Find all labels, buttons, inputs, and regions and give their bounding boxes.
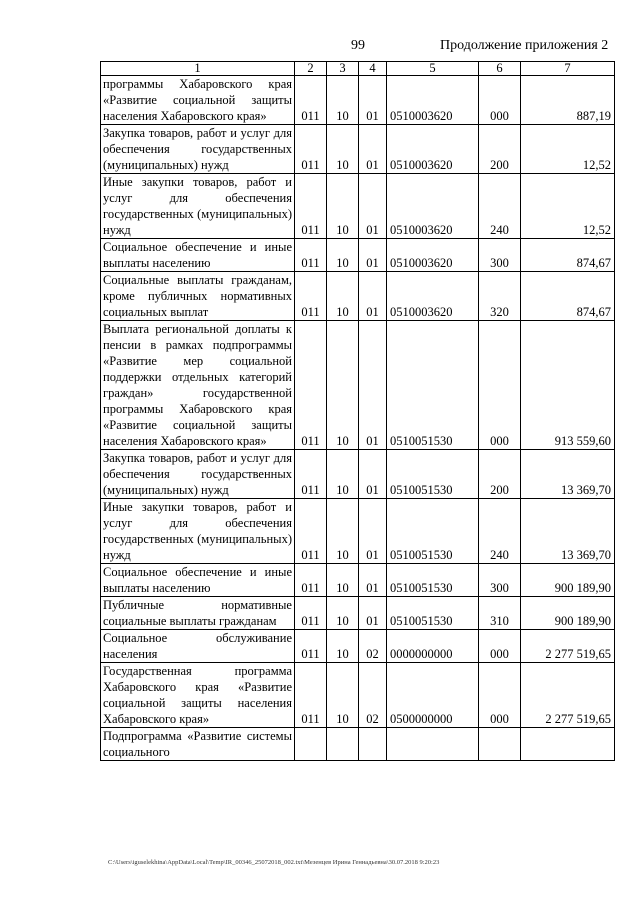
cell-amount: 874,67 (521, 239, 615, 272)
cell-subsection: 01 (359, 125, 387, 174)
appendix-continuation: Продолжение приложения 2 (440, 38, 609, 53)
table-row (101, 630, 615, 663)
cell-amount: 874,67 (521, 272, 615, 321)
cell-ministry-code (295, 728, 327, 761)
table-row (101, 564, 615, 597)
cell-target-article: 0510051530 (387, 450, 479, 499)
col-header: 6 (479, 62, 521, 76)
page-number: 99 (351, 38, 365, 53)
table-row (101, 499, 615, 564)
row-description: Иные закупки товаров, работ и услуг для обеспечения государственных (муниципальных) нужд (101, 174, 295, 239)
cell-ministry-code: 011 (295, 76, 327, 125)
cell-amount: 913 559,60 (521, 321, 615, 450)
col-header: 2 (295, 62, 327, 76)
cell-target-article: 0500000000 (387, 663, 479, 728)
cell-amount: 2 277 519,65 (521, 663, 615, 728)
cell-amount: 900 189,90 (521, 597, 615, 630)
cell-ministry-code: 011 (295, 564, 327, 597)
cell-expense-type: 300 (479, 564, 521, 597)
cell-section (327, 728, 359, 761)
col-header: 7 (521, 62, 615, 76)
row-description: Социальные выплаты гражданам, кроме публичных нормативных социальных выплат (101, 272, 295, 321)
table-row (101, 597, 615, 630)
cell-expense-type: 240 (479, 174, 521, 239)
cell-expense-type: 200 (479, 450, 521, 499)
cell-amount (521, 728, 615, 761)
cell-ministry-code: 011 (295, 499, 327, 564)
cell-section: 10 (327, 76, 359, 125)
table-row (101, 125, 615, 174)
cell-subsection: 01 (359, 597, 387, 630)
cell-target-article: 0510051530 (387, 321, 479, 450)
table-header-row (101, 62, 615, 76)
budget-table (100, 61, 615, 761)
row-description: Публичные нормативные социальные выплаты гражданам (101, 597, 295, 630)
cell-subsection: 01 (359, 239, 387, 272)
row-description: Социальное обеспечение и иные выплаты населению (101, 564, 295, 597)
cell-subsection: 01 (359, 174, 387, 239)
cell-amount: 13 369,70 (521, 450, 615, 499)
row-description: Иные закупки товаров, работ и услуг для обеспечения государственных (муниципальных) нужд (101, 499, 295, 564)
cell-section: 10 (327, 272, 359, 321)
cell-subsection: 01 (359, 499, 387, 564)
cell-section: 10 (327, 239, 359, 272)
cell-amount: 13 369,70 (521, 499, 615, 564)
row-description: Социальное обслуживание населения (101, 630, 295, 663)
col-header: 5 (387, 62, 479, 76)
cell-subsection: 01 (359, 564, 387, 597)
col-header: 1 (101, 62, 295, 76)
cell-section: 10 (327, 630, 359, 663)
cell-target-article (387, 728, 479, 761)
table-row (101, 239, 615, 272)
cell-section: 10 (327, 174, 359, 239)
cell-expense-type: 240 (479, 499, 521, 564)
row-description: Закупка товаров, работ и услуг для обеспечения государственных (муниципальных) нужд (101, 125, 295, 174)
cell-subsection: 01 (359, 272, 387, 321)
cell-section: 10 (327, 663, 359, 728)
cell-target-article: 0510003620 (387, 272, 479, 321)
cell-expense-type: 310 (479, 597, 521, 630)
cell-amount: 900 189,90 (521, 564, 615, 597)
cell-expense-type: 320 (479, 272, 521, 321)
cell-expense-type: 000 (479, 663, 521, 728)
cell-subsection (359, 728, 387, 761)
cell-ministry-code: 011 (295, 125, 327, 174)
cell-amount: 2 277 519,65 (521, 630, 615, 663)
row-description: Подпрограмма «Развитие системы социального (101, 728, 295, 761)
cell-subsection: 02 (359, 630, 387, 663)
cell-amount: 887,19 (521, 76, 615, 125)
cell-expense-type: 200 (479, 125, 521, 174)
table-row (101, 728, 615, 761)
col-header: 4 (359, 62, 387, 76)
cell-section: 10 (327, 499, 359, 564)
cell-ministry-code: 011 (295, 272, 327, 321)
row-description: Социальное обеспечение и иные выплаты населению (101, 239, 295, 272)
cell-expense-type: 000 (479, 321, 521, 450)
cell-target-article: 0510003620 (387, 125, 479, 174)
table-row (101, 76, 615, 125)
cell-ministry-code: 011 (295, 450, 327, 499)
row-description: Закупка товаров, работ и услуг для обеспечения государственных (муниципальных) нужд (101, 450, 295, 499)
cell-target-article: 0510003620 (387, 76, 479, 125)
cell-target-article: 0510051530 (387, 564, 479, 597)
row-description: Выплата региональной доплаты к пенсии в рамках подпрограммы «Развитие мер социальной поддержки отдельных категорий граждан» государственной программы Хабаровского края «Развитие социальной защиты населения Хабаровского края» (101, 321, 295, 450)
cell-section: 10 (327, 125, 359, 174)
cell-ministry-code: 011 (295, 663, 327, 728)
cell-subsection: 01 (359, 450, 387, 499)
cell-expense-type (479, 728, 521, 761)
cell-expense-type: 000 (479, 76, 521, 125)
table-row (101, 321, 615, 450)
table-row (101, 174, 615, 239)
cell-expense-type: 000 (479, 630, 521, 663)
cell-section: 10 (327, 450, 359, 499)
cell-target-article: 0510051530 (387, 597, 479, 630)
cell-ministry-code: 011 (295, 630, 327, 663)
cell-expense-type: 300 (479, 239, 521, 272)
file-path-footer: C:\Users\iguselekhina\AppData\Local\Temp\IR_00346_25072018_002.txt\Мезенцев Ирина Геннадьевна\30.07.2018 9:20:23 (108, 859, 440, 866)
cell-subsection: 01 (359, 321, 387, 450)
cell-subsection: 01 (359, 76, 387, 125)
cell-section: 10 (327, 597, 359, 630)
cell-ministry-code: 011 (295, 321, 327, 450)
cell-amount: 12,52 (521, 125, 615, 174)
cell-amount: 12,52 (521, 174, 615, 239)
cell-section: 10 (327, 321, 359, 450)
table-row (101, 450, 615, 499)
cell-target-article: 0510003620 (387, 174, 479, 239)
row-description: Государственная программа Хабаровского края «Развитие социальной защиты населения Хабаровского края» (101, 663, 295, 728)
table-row (101, 272, 615, 321)
cell-ministry-code: 011 (295, 174, 327, 239)
cell-section: 10 (327, 564, 359, 597)
col-header: 3 (327, 62, 359, 76)
cell-ministry-code: 011 (295, 239, 327, 272)
row-description: программы Хабаровского края «Развитие социальной защиты населения Хабаровского края» (101, 76, 295, 125)
cell-target-article: 0510051530 (387, 499, 479, 564)
table-row (101, 663, 615, 728)
cell-subsection: 02 (359, 663, 387, 728)
cell-target-article: 0510003620 (387, 239, 479, 272)
cell-target-article: 0000000000 (387, 630, 479, 663)
cell-ministry-code: 011 (295, 597, 327, 630)
